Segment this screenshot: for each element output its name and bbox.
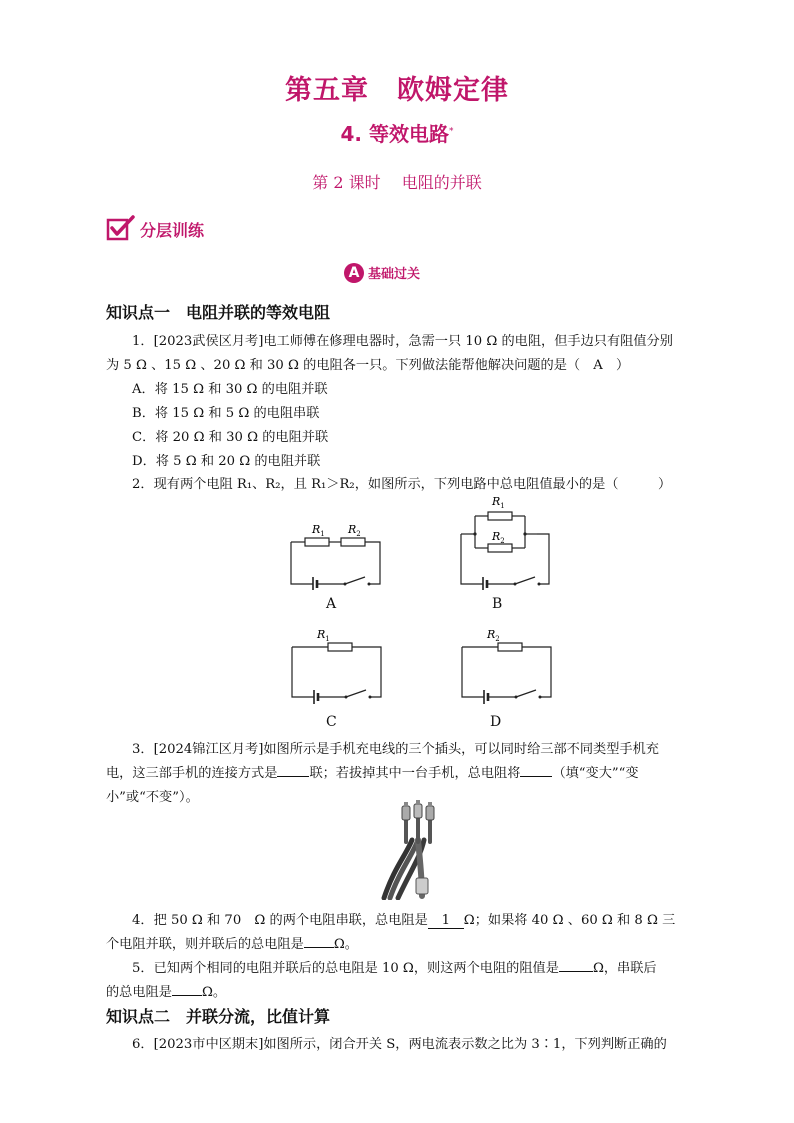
circuit-c-diagram [286,625,386,705]
lesson-title [0,118,794,147]
section-badge-label: 分层训练 [140,221,205,240]
q4-line-1 [132,909,675,929]
charger-cable-image [376,800,452,900]
q5-blank-1[interactable] [559,971,593,972]
circuit-a-label-r1: $R_1$ [312,523,325,538]
q5-line-2-a: 的总电阻是 [106,985,172,1000]
q3-line-3: 小”或“不变”）。 [106,790,199,805]
q1-option-c: C．将 20 Ω 和 30 Ω 的电阻并联 [132,430,329,445]
q1-option-a: A．将 15 Ω 和 30 Ω 的电阻并联 [132,382,328,397]
q1-line-1: 1．[2023武侯区月考]电工师傅在修理电器时，急需一只 10 Ω 的电阻，但手边只有阻值分别 [132,334,673,349]
q3-blank-1[interactable] [277,776,309,777]
q1-option-b: B．将 15 Ω 和 5 Ω 的电阻串联 [132,406,320,421]
q5-line-1 [132,957,657,976]
q3-line-2-b: 联；若拔掉其中一台手机，总电阻将 [309,766,521,781]
level-letter-icon: A [344,263,364,283]
q5-line-1-b: Ω，串联后 [592,961,657,976]
q4-line-2-a: 个电阻并联，则并联后的总电阻是 [106,937,304,952]
q3-line-2-a: 电，这三部手机的连接方式是 [106,766,278,781]
q4-blank-1[interactable]: 1 [428,913,464,929]
knowledge-point-1: 知识点一 电阻并联的等效电阻 [106,303,331,322]
q4-blank-2[interactable] [304,947,334,948]
lesson-mark: * [448,126,454,137]
circuit-d-label-r2: $R_2$ [487,628,500,643]
circuit-a-caption: A [326,596,337,612]
lesson-title-text: 4. 等效电路 [340,122,449,146]
chapter-title: 第五章 欧姆定律 [285,75,509,106]
q3-line-1: 3．[2024锦江区月考]如图所示是手机充电线的三个插头，可以同时给三部不同类型手机充 [132,742,659,757]
level-label: 基础过关 [368,267,421,282]
q1-line-2: 为 5 Ω 、15 Ω 、20 Ω 和 30 Ω 的电阻各一只。下列做法能帮他解决问题的是（ A ） [106,358,630,373]
q5-line-2 [106,981,226,1000]
circuit-b-label-r2: $R_2$ [492,530,505,545]
check-box-icon [106,215,136,241]
circuit-a-diagram [285,518,385,590]
q3-line-2 [106,762,639,781]
circuit-d-caption: D [490,714,502,730]
q4-line-1-a: 4．把 50 Ω 和 70 Ω 的两个电阻串联，总电阻是 [132,913,428,928]
circuit-b-diagram [455,490,555,590]
q3-line-2-c: （填“变大”“变 [552,766,639,781]
q5-line-1-a: 5．已知两个相同的电阻并联后的总电阻是 10 Ω，则这两个电阻的阻值是 [132,961,559,976]
circuit-c-label-r1: $R_1$ [317,628,330,643]
q6-line-1: 6．[2023市中区期末]如图所示，闭合开关 S，两电流表示数之比为 3∶1，下列判断正确的 [132,1037,667,1052]
q1-option-d: D．将 5 Ω 和 20 Ω 的电阻并联 [132,454,321,469]
level-heading [344,262,420,283]
circuit-b-label-r1: $R_1$ [492,495,505,510]
circuit-a-label-r2: $R_2$ [348,523,361,538]
q2-text: 2．现有两个电阻 R₁、R₂，且 R₁＞R₂，如图所示，下列电路中总电阻值最小的是（ ） [132,477,672,492]
circuit-b-caption: B [492,596,503,612]
q5-line-2-b: Ω。 [201,985,227,1000]
section-badge [106,215,205,241]
session-title: 第 2 课时 电阻的并联 [312,173,482,192]
knowledge-point-2: 知识点二 并联分流，比值计算 [106,1007,331,1026]
q3-blank-2[interactable] [520,776,552,777]
q5-blank-2[interactable] [172,995,202,996]
q4-line-1-b: Ω；如果将 40 Ω 、60 Ω 和 8 Ω 三 [463,913,676,928]
circuit-c-caption: C [326,714,337,730]
q4-line-2-b: Ω。 [333,937,358,952]
q4-line-2 [106,933,358,952]
circuit-d-diagram [456,625,556,705]
